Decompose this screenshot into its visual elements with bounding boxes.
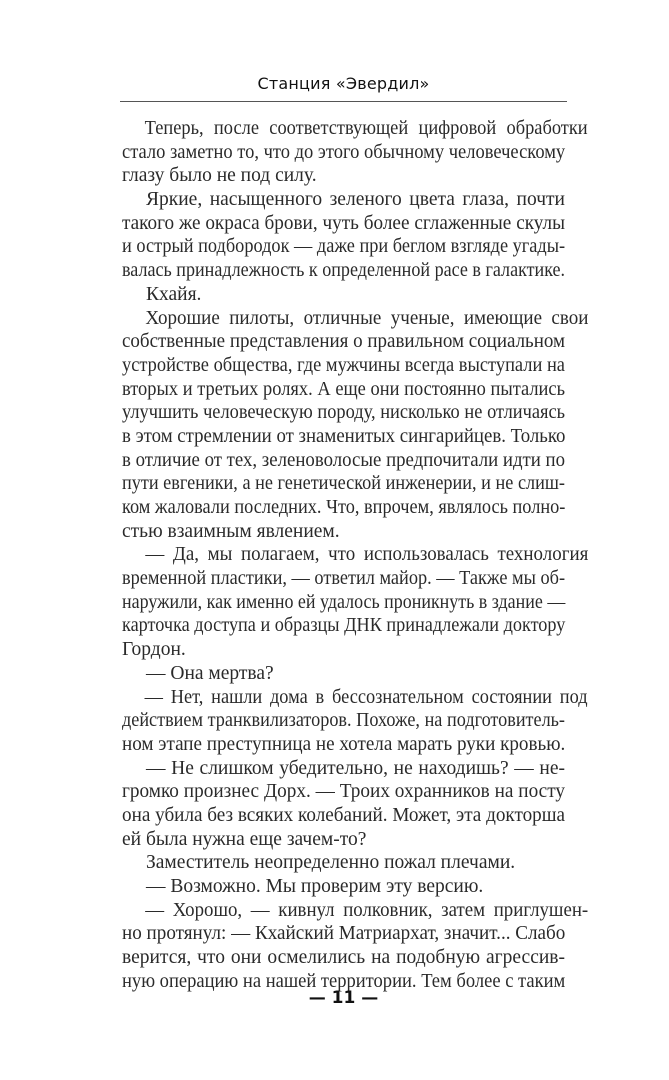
text-line: глазу было не под силу. [122, 165, 317, 187]
text-line: Кхайя. [146, 283, 202, 305]
text-line: но протянул: — Кхайский Матриархат, значит... Слабо [122, 923, 566, 945]
text-line: стью взаимным явлением. [122, 520, 340, 542]
text-line: верится, что они осмелились на подобную агрессив- [122, 947, 565, 969]
text-line: такого же окраса брови, чуть более сглаженные скулы [122, 212, 565, 234]
page-body-text [122, 117, 589, 993]
text-line: устройстве общества, где мужчины всегда выступали на [122, 354, 565, 376]
text-line: в отличие от тех, зеленоволосые предпочитали идти по [122, 449, 566, 471]
text-line: громко произнес Дорх. — Троих охранников на посту [122, 781, 565, 803]
text-line: и острый подбородок — даже при беглом взгляде угады- [122, 236, 566, 258]
text-line: карточка доступа и образцы ДНК принадлежали доктору [122, 615, 566, 637]
page-number: — 11 — [308, 988, 379, 1008]
text-line: действием транквилизаторов. Похоже, на подготовитель- [122, 710, 565, 732]
text-line: ном этапе преступница не хотела марать руки кровью. [122, 733, 566, 755]
text-line: улучшить человеческую породу, нисколько не отличаясь [122, 402, 565, 424]
text-line: собственные представления о правильном социальном [122, 331, 566, 353]
text-line: — Хорошо, — кивнул полковник, затем приглушен- [145, 899, 589, 921]
text-line: вторых и третьих ролях. А еще они постоянно пытались [122, 378, 565, 400]
text-line: Теперь, после соответствующей цифровой обработки [144, 118, 588, 139]
text-line: — Нет, нашли дома в бессознательном состоянии под [144, 686, 588, 708]
text-line: ную операцию на нашей территории. Тем более с таким [122, 970, 566, 992]
running-header: Станция «Эвердил» [257, 74, 430, 93]
text-line: ей была нужна еще зачем-то? [122, 828, 367, 850]
text-line: Хорошие пилоты, отличные ученые, имеющие свои [145, 307, 589, 329]
text-line: ком жаловали последних. Что, впрочем, являлось полно- [122, 497, 566, 518]
text-line: пути евгеники, а не генетической инженерии, и не слиш- [122, 473, 565, 495]
text-line: стало заметно то, что до этого обычному человеческому [122, 141, 566, 163]
text-line: она убила без всяких колебаний. Может, эта докторша [122, 804, 565, 826]
text-line: Заместитель неопределенно пожал плечами. [146, 852, 516, 874]
text-line: — Не слишком убедительно, не находишь? — не- [146, 757, 565, 779]
text-line: Яркие, насыщенного зеленого цвета глаза, почти [146, 189, 565, 211]
header-rule [120, 101, 567, 102]
text-line: — Да, мы полагаем, что использовалась технология [145, 544, 589, 566]
text-line: валась принадлежность к определенной расе в галактике. [122, 260, 566, 282]
text-line: Гордон. [122, 639, 186, 661]
text-line: — Возможно. Мы проверим эту версию. [146, 876, 484, 897]
text-line: наружили, как именно ей удалось проникнуть в здание — [122, 591, 566, 613]
text-line: — Она мертва? [146, 662, 274, 684]
text-line: в этом стремлении от знаменитых сингарийцев. Только [122, 425, 566, 447]
text-line: временной пластики, — ответил майор. — Также мы об- [122, 568, 566, 590]
